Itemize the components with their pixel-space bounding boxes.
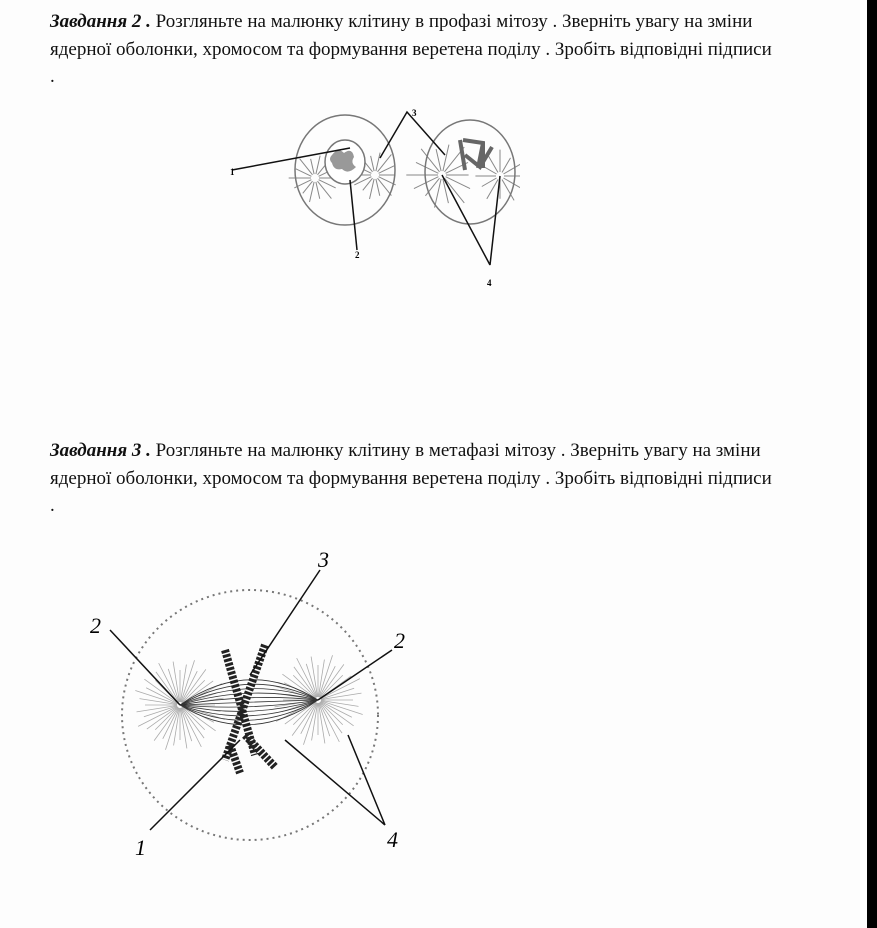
aster-ray	[300, 159, 313, 175]
aster-ray	[174, 708, 180, 746]
aster-ray	[319, 180, 336, 188]
aster-ray	[316, 182, 320, 199]
aster-ray	[312, 703, 318, 741]
aster-ray	[371, 156, 374, 171]
aster-ray	[155, 707, 178, 730]
task-2-heading: Завдання 2 .	[50, 11, 151, 32]
aster-ray	[316, 156, 320, 174]
aster-ray	[180, 708, 186, 748]
aster-ray	[180, 665, 186, 703]
aster-ray	[320, 675, 343, 698]
aster-ray	[321, 700, 359, 706]
label-2-right: 2	[394, 628, 405, 653]
aster-ray	[173, 662, 179, 702]
label-2: 2	[355, 250, 360, 260]
aster-ray	[311, 159, 314, 174]
label-2-left: 2	[90, 613, 101, 638]
aster-ray	[320, 702, 343, 725]
aster-ray	[376, 179, 380, 196]
aster-ray	[370, 179, 375, 199]
label-4: 4	[387, 827, 398, 852]
task-2-instructions: Розгляньте на малюнку клітину в профазі мітозу . Зверніть увагу на зміни ядерної оболонки, хромосом та формування веретена поділу . Зробіть відповідні підписи .	[50, 11, 772, 87]
aster-ray	[140, 699, 178, 705]
chromosomes	[460, 140, 492, 170]
screen-edge	[867, 0, 877, 928]
aster-ray	[318, 660, 324, 698]
label-3: 3	[412, 108, 417, 118]
aster-ray	[318, 703, 324, 743]
prophase-figure	[220, 100, 520, 290]
aster-ray	[311, 657, 317, 697]
task-3-heading: Завдання 3 .	[50, 440, 151, 461]
task-3-text	[50, 437, 780, 520]
chromosomes	[225, 645, 275, 773]
task-3-instructions: Розгляньте на малюнку клітину в метафазі мітозу . Зверніть увагу на зміни ядерної оболонки, хромосом та формування веретена поділу . Зробіть відповідні підписи .	[50, 440, 772, 516]
label-4: 4	[487, 278, 492, 288]
label-1: 1	[135, 835, 146, 860]
task-2-text	[50, 8, 780, 91]
label-1: 1	[230, 167, 235, 177]
aster-ray	[137, 705, 177, 711]
aster-ray	[376, 153, 380, 171]
label-3: 3	[318, 547, 329, 572]
prophase-cell-right	[425, 120, 515, 224]
aster-ray	[310, 182, 315, 202]
aster-ray	[416, 162, 438, 173]
metaphase-figure	[80, 545, 430, 865]
aster-ray	[446, 177, 470, 189]
